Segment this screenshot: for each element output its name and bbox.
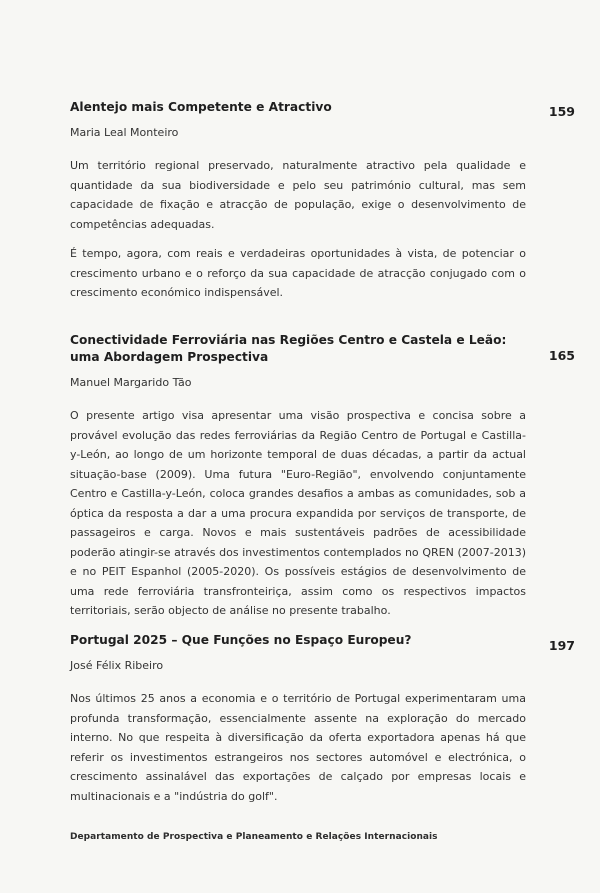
abstract-paragraph: Um território regional preservado, naturalmente atractivo pela qualidade e quantidade da sua biodiversidade e pelo seu património cultural, mas sem capacidade de fixação e atracção de população, exige o desenvolvimento de competências adequadas. bbox=[70, 159, 526, 231]
article-title: Portugal 2025 – Que Funções no Espaço Europeu? bbox=[70, 633, 412, 647]
article-title: Alentejo mais Competente e Atractivo bbox=[70, 100, 332, 114]
article-abstract bbox=[70, 156, 526, 303]
abstract-paragraph: É tempo, agora, com reais e verdadeiras oportunidades à vista, de potenciar o crescimento urbano e o reforço da sua capacidade de atracção conjugado com o crescimento económico indispensável. bbox=[70, 247, 526, 299]
page-number: 165 bbox=[548, 348, 575, 363]
page-number: 197 bbox=[548, 638, 575, 653]
abstract-paragraph: Nos últimos 25 anos a economia e o território de Portugal experimentaram uma profunda transformação, essencialmente assente na exploração do mercado interno. No que respeita à diversificação da oferta exportadora apenas há que referir os investimentos estrangeiros nos sectores automóvel e electrónica, o crescimento assinalável das exportações de calçado por empresas locais e multinacionais e a "indústria do golf". bbox=[70, 692, 526, 803]
article-3 bbox=[70, 632, 526, 816]
page-number: 159 bbox=[548, 104, 575, 119]
page-footer: Departamento de Prospectiva e Planeamento e Relações Internacionais bbox=[70, 832, 438, 842]
article-author: Manuel Margarido Tão bbox=[70, 376, 192, 389]
article-author: Maria Leal Monteiro bbox=[70, 126, 179, 139]
article-1 bbox=[70, 99, 526, 313]
abstract-paragraph: O presente artigo visa apresentar uma visão prospectiva e concisa sobre a provável evolução das redes ferroviárias da Região Centro de Portugal e Castilla-y-León, ao longo de um horizonte temporal de duas décadas, a partir da actual situação-base (2009). Uma futura "Euro-Região", envolvendo conjuntamente Centro e Castilla-y-León, coloca grandes desafios a ambas as comunidades, sob a óptica da resposta a dar a uma procura expandida por serviços de transporte, de passageiros e carga. Novos e mais sustentáveis padrões de acessibilidade poderão atingir-se através dos investimentos contemplados no QREN (2007-2013) e no PEIT Espanhol (2005-2020). Os possíveis estágios de desenvolvimento de uma rede ferroviária transfronteiriça, assim como os respectivos impactos territoriais, serão objecto de análise no presente trabalho. bbox=[70, 409, 526, 617]
article-author: José Félix Ribeiro bbox=[70, 659, 164, 672]
article-abstract bbox=[70, 406, 526, 621]
article-title: Conectividade Ferroviária nas Regiões Centro e Castela e Leão: uma Abordagem Prospectiva bbox=[70, 333, 507, 364]
article-2 bbox=[70, 332, 526, 631]
article-abstract bbox=[70, 689, 526, 806]
